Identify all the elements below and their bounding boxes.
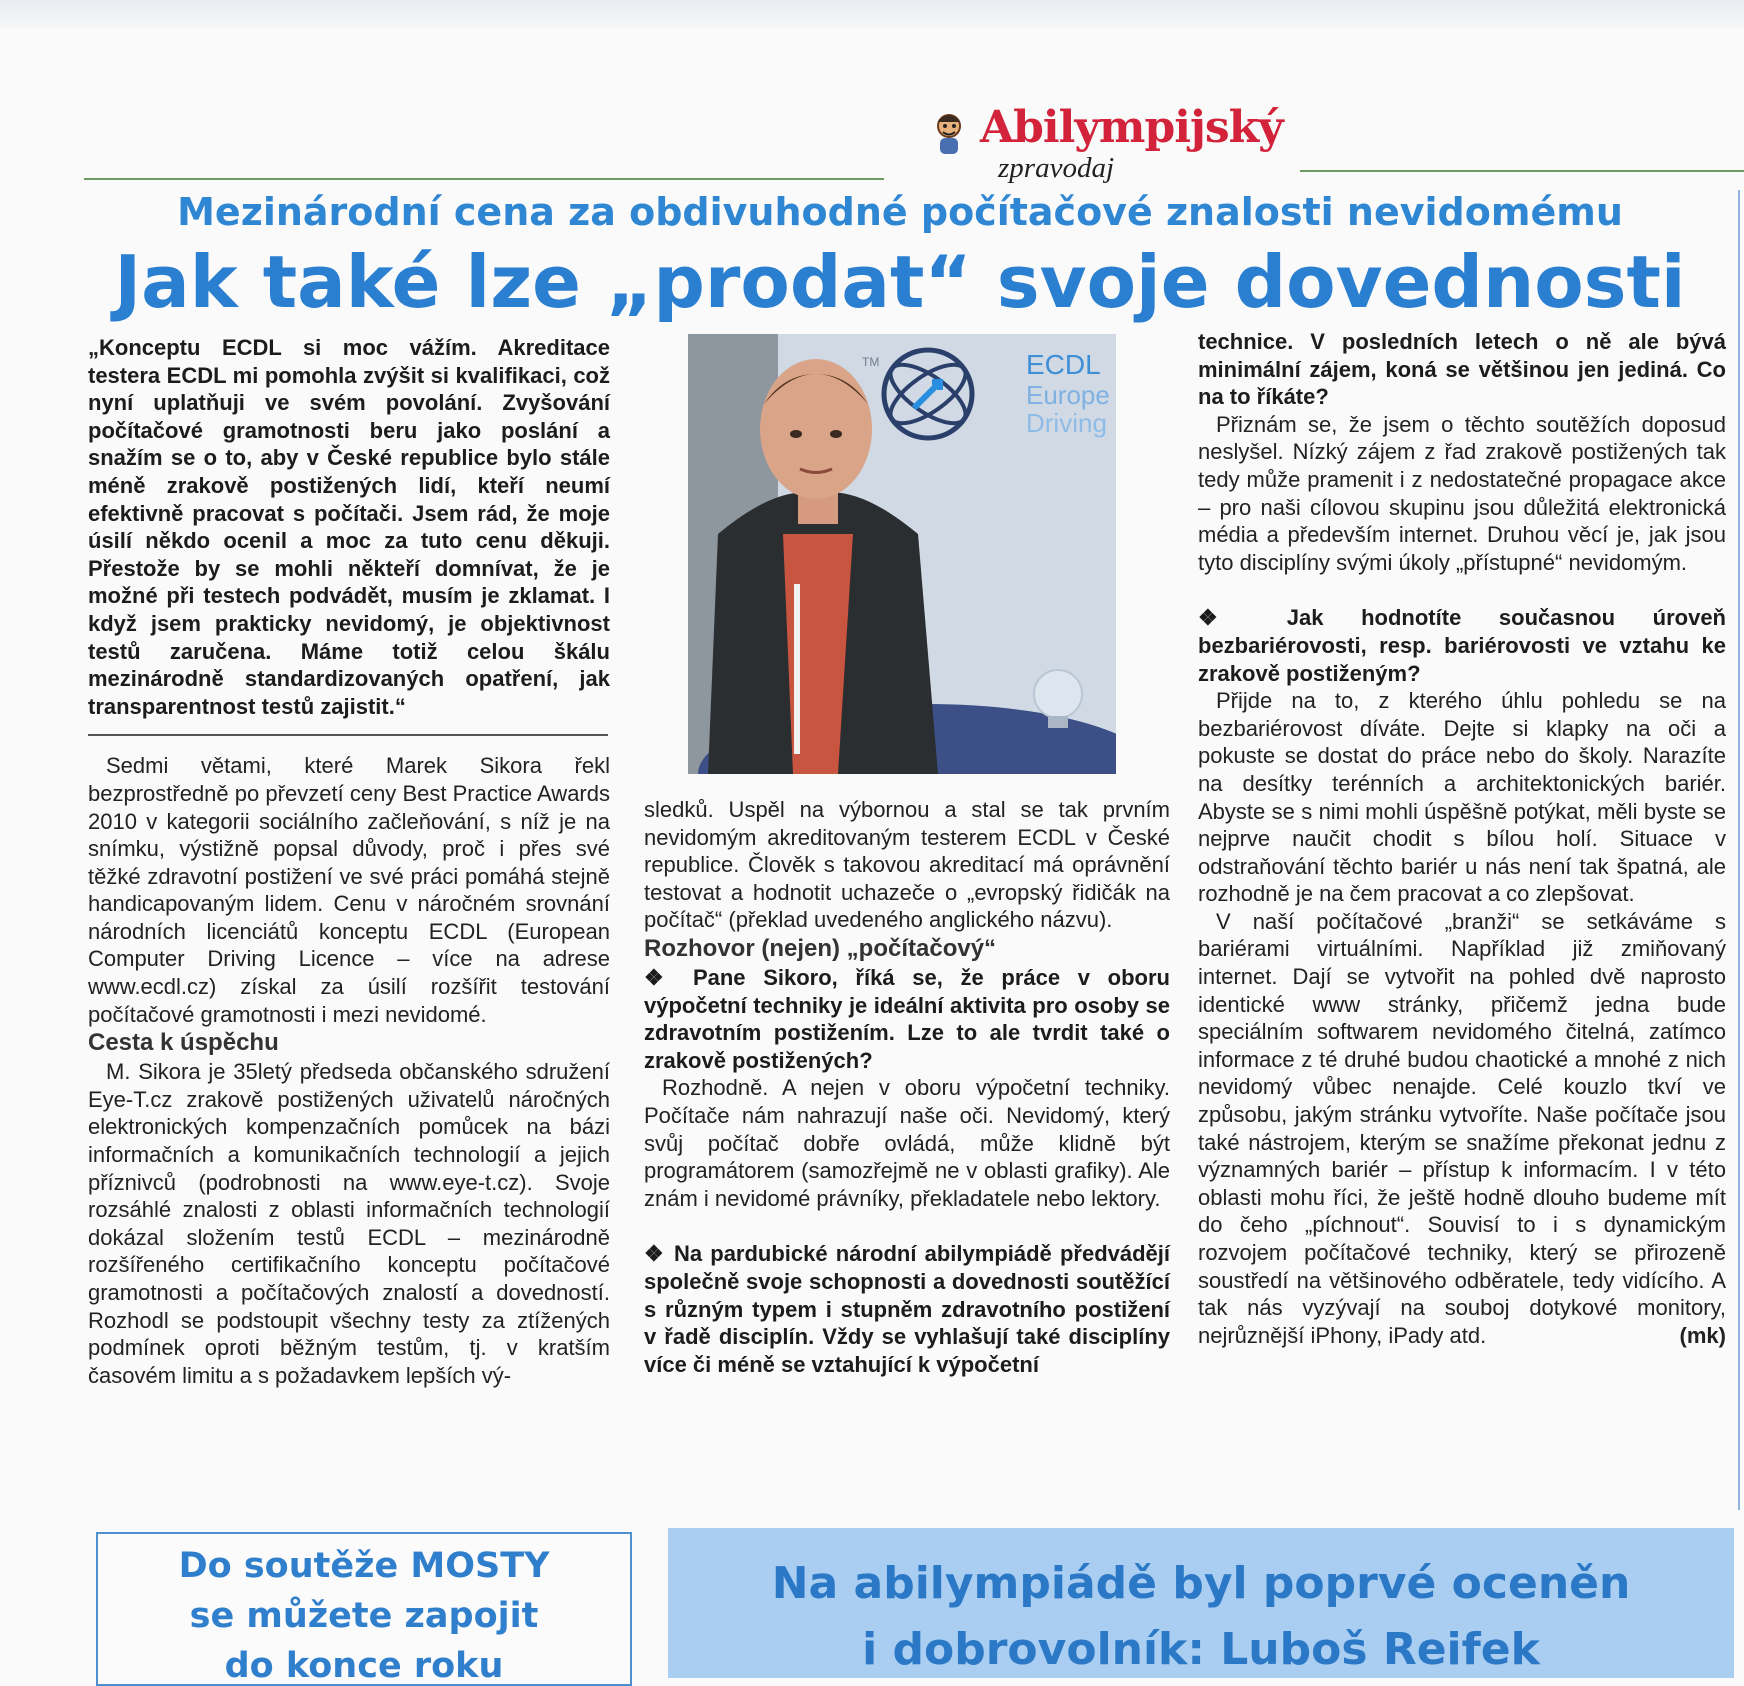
- photo-logo-line-3: Driving: [1026, 408, 1107, 438]
- header-rule-right: [1300, 170, 1744, 172]
- column-3: [1198, 328, 1726, 1349]
- question-2: ❖ Na pardubické národní abilympiádě předvádějí společně svoje schopnosti a dovednosti soutěžící s různým typem i stupněm zdravotního postižení v řadě disciplín. Vždy se vyhlašují také disciplíny více či méně se vztahující k výpočetní: [644, 1241, 1170, 1377]
- col2-continuation: sledků. Uspěl na výbornou a stal se tak prvním nevidomým akreditovaným testerem ECDL v České republice. Člověk s takovou akreditací má oprávnění testovat a hodnotit uchazeče o „evropský řidičák na počítač“ (překlad uvedeného anglického názvu).: [644, 797, 1170, 933]
- right-border: [1738, 190, 1740, 1510]
- column-2: [644, 796, 1170, 1378]
- answer-3-part-2: V naší počítačové „branži“ se setkáváme s bariérami virtuálními. Například již zmiňovaný internet. Dají se vytvořit na pohled dvě naprosto identické www stránky, přičemž jedna bude speciálním softwarem nevidomého čitelná, zatímco informace z té druhé budou chaotické a mnohé z nich nevidomý vůbec nenajde. Celé kouzlo tkví ve způsobu, jakým stránku vytvoříte. Naše počítače jsou také nástrojem, kterým se snažíme překonat jednu z významných bariér – přístup k informacím. I v této oblasti mohu říci, že ještě hodně dlouho budeme mít do čeho „píchnout“. Souvisí to i s dynamickým rozvojem počítačové techniky, který se přirozeně soustředí na většinového odběratele, tedy vidícího. A tak nás vyzývají na souboj dotykové monitory, nejrůznější iPhony, iPady atd.: [1198, 908, 1726, 1348]
- header-rule-left: [84, 178, 884, 180]
- photo-logo-line-2: Europe: [1026, 380, 1110, 410]
- teaser-mosty-line-3: do konce roku: [224, 1646, 504, 1686]
- answer-3-part-1: Přijde na to, z kterého úhlu pohledu se na bezbariérovost díváte. Dejte si klapky na oči a pokuste se dostat do práce nebo do školy. Narazíte na desítky terénních a architektonických bariér. Abyste se s nimi mohli úspěšně potýkat, měli byste se nejprve naučit chodit s bílou holí. Situace v odstraňování těchto bariér u nás není tak špatná, ale rozhodně je na čem pracovat a co zlepšovat.: [1198, 688, 1726, 907]
- answer-2: Přiznám se, že jsem o těchto soutěžích doposud neslyšel. Nízký zájem z řad zrakově postižených tak tedy může pramenit i z nedostatečné propagace akce – pro naši cílovou skupinu jsou důležitá elektronická média a především internet. Druhou věcí je, jak jsou tyto disciplíny svými úkoly „přístupné“ nevidomým.: [1198, 411, 1726, 575]
- teaser-mosty: [96, 1532, 632, 1686]
- column-1: [88, 334, 610, 1389]
- answer-1: Rozhodně. A nejen v oboru výpočetní techniky. Počítače nám nahrazují naše oči. Nevidomý, který svůj počítač dobře ovládá, může klidně být programátorem (samozřejmě ne v oblasti grafiky). Ale znám i nevidomé právníky, překladatele nebo lektory.: [644, 1075, 1170, 1211]
- teaser-volunteer-line-1: Na abilympiádě byl poprvé oceněn: [771, 1558, 1631, 1609]
- photo-illustration: [688, 334, 1116, 774]
- author-signature: (mk): [1679, 1322, 1726, 1348]
- teaser-mosty-line-2: se můžete zapojit: [189, 1596, 539, 1636]
- portrait-photo: [688, 334, 1116, 774]
- mascot-icon: [930, 110, 968, 158]
- intro-paragraph: Sedmi větami, které Marek Sikora řekl bezprostředně po převzetí ceny Best Practice Awards 2010 v kategorii sociálního začleňování, s níž je na snímku, výstižně popsal důvody, proč i přes své těžké zdravotní postižení ve své práci pomáhá stejně handicapovaným lidem. Cenu v náročném srovnání národních licenciátů konceptu ECDL (European Computer Driving Licence – více na adrese www.ecdl.cz) získal za úsilí rozšířit testování počítačové gramotnosti i mezi nevidomé.: [88, 753, 610, 1027]
- bio-paragraph: M. Sikora je 35letý předseda občanského sdružení Eye-T.cz zrakově postižených uživatelů náročných elektronických kompenzačních pomůcek na bázi informačních a komunikačních technologií a jejich příznivců (podrobnosti na www.eye-t.cz). Svoje rozsáhlé znalosti z oblasti informačních technologií dokázal složením testů ECDL – mezinárodně rozšířeného certifikačního konceptu počítačové gramotnosti a počítačových znalostí a dovedností. Rozhodl se podstoupit všechny testy za ztížených podmínek oproti běžným testům, tj. v kratším časovém limitu a s požadavkem lepších vý-: [88, 1059, 610, 1388]
- teaser-volunteer-line-2: i dobrovolník: Luboš Reifek: [862, 1624, 1540, 1675]
- headline: Jak také lze „prodat“ svoje dovednosti: [114, 240, 1686, 324]
- masthead-subtitle: zpravodaj: [998, 152, 1114, 184]
- question-3: ❖ Jak hodnotíte současnou úroveň bezbariérovosti, resp. bariérovosti ve vztahu ke zrakově postiženým?: [1198, 605, 1726, 686]
- question-1: ❖ Pane Sikoro, říká se, že práce v oboru výpočetní techniky je ideální aktivita pro osoby se zdravotním postižením. Lze to ale tvrdit také o zrakově postižených?: [644, 964, 1170, 1073]
- opening-quote: „Konceptu ECDL si moc vážím. Akreditace testera ECDL mi pomohla zvýšit si kvalifikaci, což nyní uplatňuji ve svém povolání. Zvyšování počítačové gramotnosti beru jako poslání a snažím se o to, aby v České republice bylo stále méně zrakově postižených lidí, kteří neumí efektivně pracovat s počítači. Jsem rád, že moje úsilí někdo ocenil a moc za tuto cenu děkuji. Přestože by se mohli někteří domnívat, že je možné při testech podvádět, musím je zklamat. I když jsem prakticky nevidomý, je objektivnost testů zaručena. Máme totiž celou škálu mezinárodně standardizovaných opatření, jak transparentnost testů zajistit.“: [88, 335, 610, 719]
- masthead-name: Abilympijský: [980, 102, 1283, 153]
- masthead: [920, 102, 1283, 188]
- kicker-title: Mezinárodní cena za obdivuhodné počítačové znalosti nevidomému: [177, 190, 1623, 234]
- photo-logo-line-1: ECDL: [1026, 349, 1101, 380]
- subhead-path: Cesta k úspěchu: [88, 1029, 279, 1057]
- photo-tm: TM: [862, 355, 880, 369]
- teaser-mosty-line-1: Do soutěže MOSTY: [178, 1546, 550, 1586]
- question-2-continued: technice. V posledních letech o ně ale bývá minimální zájem, koná se většinou jen jediná. Co na to říkáte?: [1198, 329, 1726, 410]
- quote-separator: [88, 734, 608, 736]
- scan-edge: [0, 0, 1744, 28]
- subhead-interview: Rozhovor (nejen) „počítačový“: [644, 934, 997, 962]
- teaser-volunteer: [668, 1528, 1734, 1678]
